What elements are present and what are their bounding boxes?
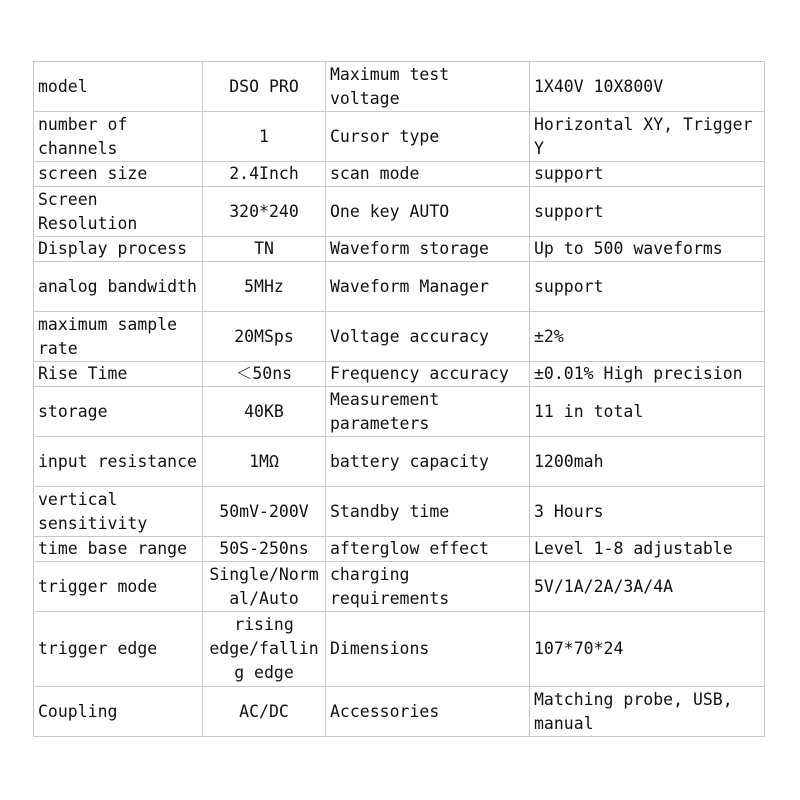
spec-value-cell: Level 1-8 adjustable (530, 537, 765, 562)
table-row (34, 687, 765, 737)
spec-label-cell: charging requirements (326, 562, 530, 612)
spec-label-cell: scan mode (326, 162, 530, 187)
spec-label-cell: vertical sensitivity (34, 487, 203, 537)
spec-label-cell: Rise Time (34, 362, 203, 387)
spec-label-cell: Dimensions (326, 612, 530, 687)
spec-label-cell: battery capacity (326, 437, 530, 487)
spec-value-cell: 3 Hours (530, 487, 765, 537)
table-row (34, 262, 765, 312)
table-row (34, 112, 765, 162)
spec-value-cell: Matching probe, USB, manual (530, 687, 765, 737)
spec-label-cell: screen size (34, 162, 203, 187)
table-row (34, 537, 765, 562)
spec-value-cell: 5V/1A/2A/3A/4A (530, 562, 765, 612)
spec-value-cell: rising edge/falling edge (203, 612, 326, 687)
spec-label-cell: maximum sample rate (34, 312, 203, 362)
table-row (34, 237, 765, 262)
spec-value-cell: 2.4Inch (203, 162, 326, 187)
spec-label-cell: analog bandwidth (34, 262, 203, 312)
table-row (34, 162, 765, 187)
spec-label-cell: Waveform Manager (326, 262, 530, 312)
spec-label-cell: Measurement parameters (326, 387, 530, 437)
spec-label-cell: Display process (34, 237, 203, 262)
spec-value-cell: 320*240 (203, 187, 326, 237)
spec-value-cell: Single/Normal/Auto (203, 562, 326, 612)
spec-label-cell: trigger edge (34, 612, 203, 687)
spec-value-cell: 50mV-200V (203, 487, 326, 537)
spec-label-cell: Maximum test voltage (326, 62, 530, 112)
spec-label-cell: model (34, 62, 203, 112)
spec-value-cell: DSO PRO (203, 62, 326, 112)
spec-value-cell: 1X40V 10X800V (530, 62, 765, 112)
spec-label-cell: Frequency accuracy (326, 362, 530, 387)
spec-label-cell: afterglow effect (326, 537, 530, 562)
spec-label-cell: input resistance (34, 437, 203, 487)
table-row (34, 62, 765, 112)
spec-label-cell: Accessories (326, 687, 530, 737)
table-row (34, 362, 765, 387)
spec-value-cell: 11 in total (530, 387, 765, 437)
spec-value-cell: 5MHz (203, 262, 326, 312)
table-row (34, 312, 765, 362)
spec-value-cell: TN (203, 237, 326, 262)
spec-value-cell: ±2% (530, 312, 765, 362)
spec-label-cell: storage (34, 387, 203, 437)
spec-value-cell: 1 (203, 112, 326, 162)
spec-value-cell: 107*70*24 (530, 612, 765, 687)
table-row (34, 187, 765, 237)
spec-label-cell: One key AUTO (326, 187, 530, 237)
spec-value-cell: 1MΩ (203, 437, 326, 487)
spec-value-cell: support (530, 262, 765, 312)
spec-label-cell: Standby time (326, 487, 530, 537)
spec-value-cell: Up to 500 waveforms (530, 237, 765, 262)
spec-label-cell: time base range (34, 537, 203, 562)
table-row (34, 562, 765, 612)
spec-value-cell: 40KB (203, 387, 326, 437)
spec-value-cell: 50S-250ns (203, 537, 326, 562)
spec-value-cell: 20MSps (203, 312, 326, 362)
spec-value-cell: support (530, 187, 765, 237)
spec-value-cell: support (530, 162, 765, 187)
spec-label-cell: Waveform storage (326, 237, 530, 262)
spec-label-cell: trigger mode (34, 562, 203, 612)
spec-label-cell: Cursor type (326, 112, 530, 162)
table-row (34, 612, 765, 687)
spec-value-cell: ±0.01% High precision (530, 362, 765, 387)
table-row (34, 487, 765, 537)
table-row (34, 387, 765, 437)
spec-table-body (34, 62, 765, 737)
spec-label-cell: Screen Resolution (34, 187, 203, 237)
spec-value-cell: Horizontal XY, Trigger Y (530, 112, 765, 162)
table-row (34, 437, 765, 487)
spec-label-cell: number of channels (34, 112, 203, 162)
spec-label-cell: Coupling (34, 687, 203, 737)
spec-value-cell: 1200mah (530, 437, 765, 487)
spec-table (33, 61, 765, 737)
spec-value-cell: ＜50ns (203, 362, 326, 387)
spec-label-cell: Voltage accuracy (326, 312, 530, 362)
spec-value-cell: AC/DC (203, 687, 326, 737)
